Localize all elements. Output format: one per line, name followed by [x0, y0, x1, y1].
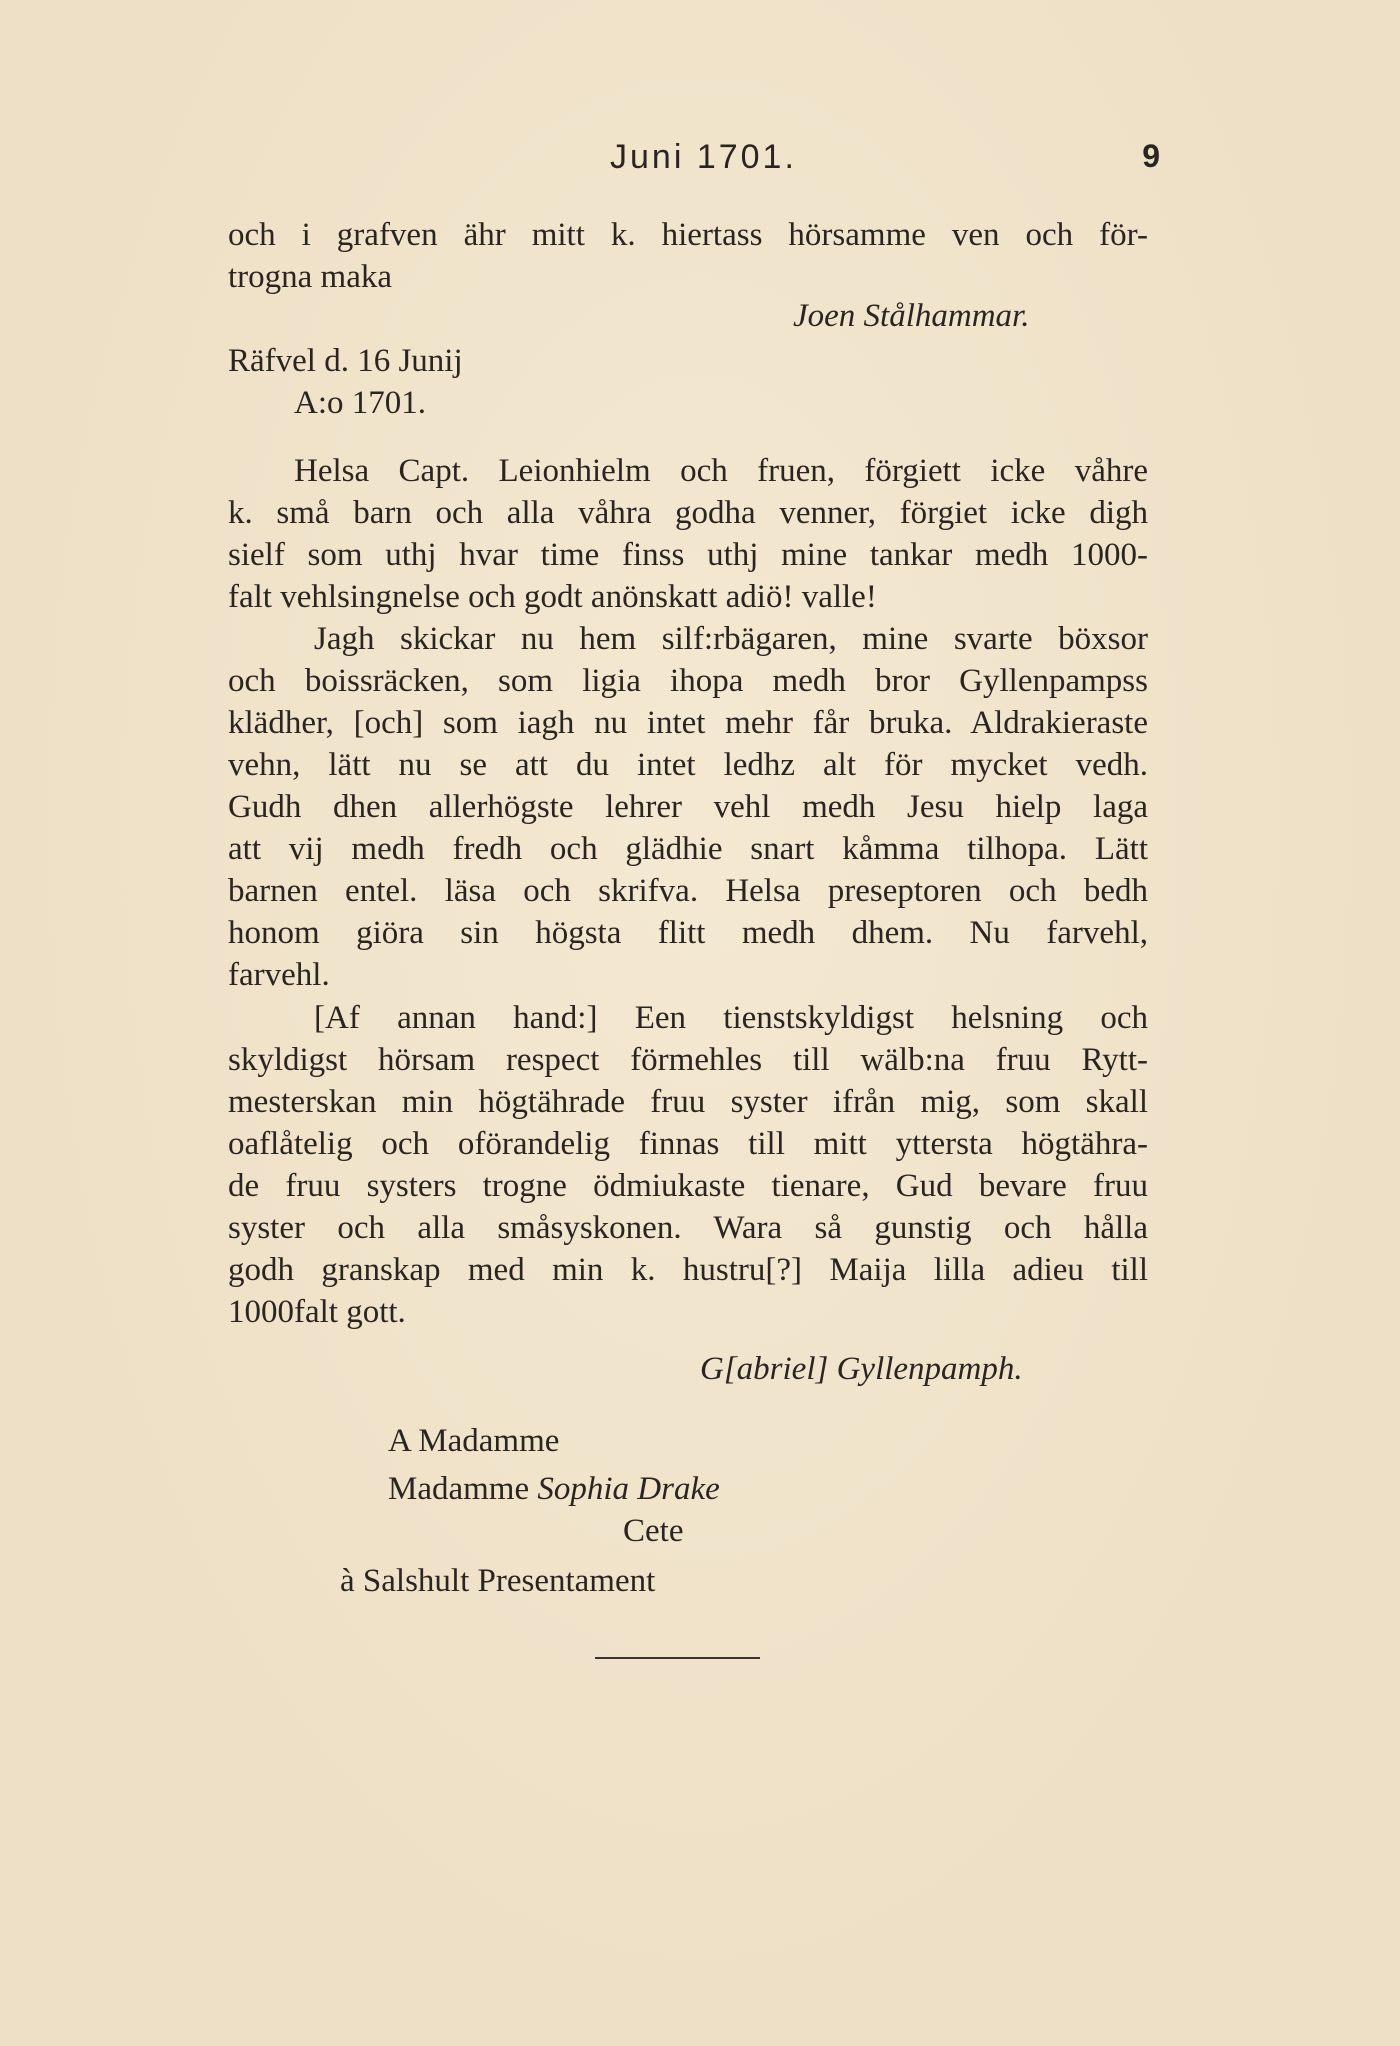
running-title: Juni 1701. — [610, 138, 797, 176]
text-line: oaflåtelig och oförandelig finnas till mitt yttersta högtähra- — [228, 1126, 1148, 1162]
text-line: godh granskap med min k. hustru[?] Maija lilla adieu till — [228, 1252, 1148, 1288]
text-line: k. små barn och alla våhra godha venner, förgiet icke digh — [228, 495, 1148, 531]
place-date: Räfvel d. 16 Junij — [228, 343, 463, 379]
signature-stalhammar: Joen Stålhammar. — [793, 298, 1030, 334]
address-salutation: Madamme — [388, 1471, 530, 1507]
page-header — [230, 138, 1160, 188]
text-line: 1000falt gott. — [228, 1294, 406, 1330]
text-line: barnen entel. läsa och skrifva. Helsa preseptoren och bedh — [228, 873, 1148, 909]
text-line: syster och alla småsyskonen. Wara så gunstig och hålla — [228, 1210, 1148, 1246]
text-line: falt vehlsingnelse och godt anönskatt adiö! valle! — [228, 579, 877, 615]
text-line: att vij medh fredh och glädhie snart kåmma tilhopa. Lätt — [228, 831, 1148, 867]
text-line: de fruu systers trogne ödmiukaste tienare, Gud bevare fruu — [228, 1168, 1148, 1204]
end-rule — [595, 1657, 760, 1659]
address-line-1: A Madamme — [388, 1423, 560, 1459]
text-line: vehn, lätt nu se att du intet ledhz alt för mycket vedh. — [228, 747, 1148, 783]
text-line: Gudh dhen allerhögste lehrer vehl medh Jesu hielp laga — [228, 789, 1148, 825]
address-line-2 — [388, 1468, 720, 1510]
text-line: honom giöra sin högsta flitt medh dhem. Nu farvehl, — [228, 915, 1148, 951]
text-line: mesterskan min högtährade fruu syster ifrån mig, som skall — [228, 1084, 1148, 1120]
address-line-4: à Salshult Presentament — [340, 1563, 656, 1599]
text-line: farvehl. — [228, 957, 330, 993]
text-line: klädher, [och] som iagh nu intet mehr får bruka. Aldrakieraste — [228, 705, 1148, 741]
text-line: [Af annan hand:] Een tienstskyldigst helsning och — [314, 1000, 1148, 1036]
address-line-3: Cete — [623, 1513, 684, 1549]
text-line: Helsa Capt. Leionhielm och fruen, förgiett icke våhre — [294, 453, 1148, 489]
signature-gyllenpamph: G[abriel] Gyllenpamph. — [700, 1351, 1023, 1387]
page-number: 9 — [1142, 138, 1160, 174]
text-line: och boissräcken, som ligia ihopa medh bror Gyllenpampss — [228, 663, 1148, 699]
year-line: A:o 1701. — [294, 385, 426, 421]
address-recipient-name: Sophia Drake — [537, 1471, 720, 1507]
text-line: Jagh skickar nu hem silf:rbägaren, mine svarte böxsor — [314, 621, 1148, 657]
text-line: och i grafven ähr mitt k. hiertass hörsamme ven och för- — [228, 217, 1148, 253]
text-line: sielf som uthj hvar time finss uthj mine tankar medh 1000- — [228, 537, 1148, 573]
text-line: skyldigst hörsam respect förmehles till wälb:na fruu Rytt- — [228, 1042, 1148, 1078]
text-line: trogna maka — [228, 259, 393, 295]
